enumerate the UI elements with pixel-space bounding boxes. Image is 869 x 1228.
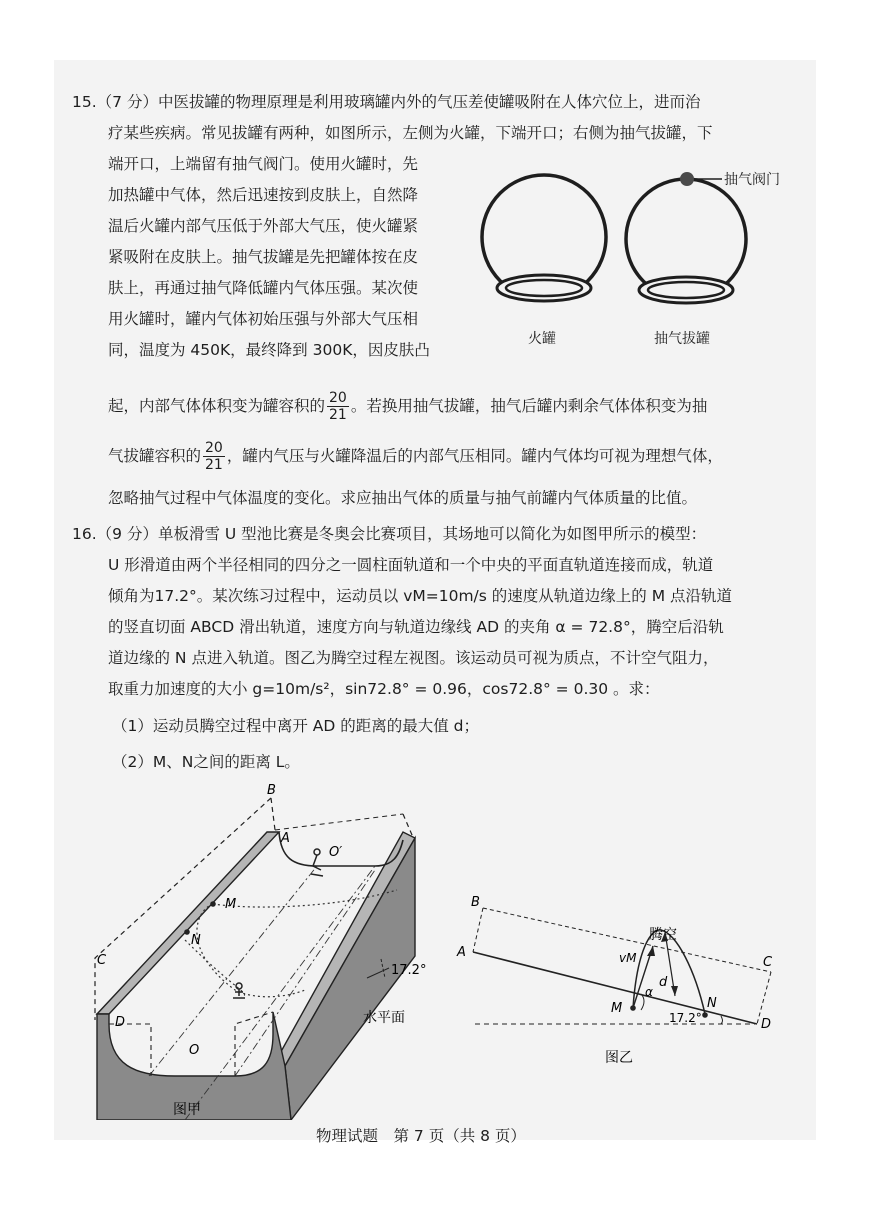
valve-label: 抽气阀门 (724, 172, 780, 188)
suction-cup-label: 抽气拔罐 (654, 331, 710, 347)
fig-b-label-alpha: α (645, 985, 653, 999)
fig-b-label-n: N (707, 996, 717, 1011)
q16-line-2: U 形滑道由两个半径相同的四分之一圆柱面轨道和一个中央的平面直轨道连接而成，轨道 (108, 556, 714, 574)
q15-side-line-3: 温后火罐内部气压低于外部大气压，使火罐紧 (108, 217, 419, 235)
fire-cup-drawing (482, 175, 606, 301)
fire-cup-label: 火罐 (528, 331, 556, 347)
fraction-denominator: 21 (329, 407, 347, 423)
fig-a-label-o-prime: O′ (329, 845, 343, 860)
fig-a-horizontal-plane: 水平面 (363, 1010, 405, 1026)
fig-b-angle: 17.2° (669, 1011, 702, 1025)
point-m-dot (210, 901, 216, 907)
fig-a-caption: 图甲 (173, 1102, 201, 1118)
q15-line-11 (108, 434, 723, 478)
suction-cup-drawing (626, 172, 746, 303)
fraction-numerator: 20 (329, 390, 347, 406)
fig-b-label-velocity: vM (619, 951, 637, 965)
q15-line-2: 疗某些疾病。常见拔罐有两种，如图所示，左侧为火罐，下端开口；右侧为抽气拔罐，下 (108, 124, 713, 142)
cupping-figure (478, 160, 798, 355)
fig-b-caption: 图乙 (605, 1050, 633, 1066)
fig-a-label-d: D (115, 1015, 126, 1030)
q15-line-11-b: ，罐内气压与火罐降温后的内部气压相同。罐内气体均可视为理想气体， (226, 447, 723, 465)
q16-sub-1: （1）运动员腾空过程中离开 AD 的距离的最大值 d； (112, 717, 480, 735)
q16-line-5: 道边缘的 N 点进入轨道。图乙为腾空过程左视图。该运动员可视为质点，不计空气阻力， (108, 649, 719, 667)
q15-side-line-7: 同，温度为 450K，最终降到 300K，因皮肤凸 (108, 341, 430, 359)
q16-sub-2: （2）M、N之间的距离 L。 (112, 753, 300, 771)
q15-side-line-2: 加热罐中气体，然后迅速按到皮肤上，自然降 (108, 186, 419, 204)
page-footer: 物理试题 第 7 页（共 8 页） (316, 1127, 526, 1145)
flight-side-view-figure (455, 890, 795, 1075)
q16-line-3: 倾角为17.2°。某次练习过程中，运动员以 vM=10m/s 的速度从轨道边缘上的 M 点沿轨道 (108, 587, 732, 605)
q15-side-line-5: 肤上，再通过抽气降低罐内气体压强。某次使 (108, 279, 419, 297)
fraction-20-21 (327, 390, 349, 423)
fraction-20-21-b (203, 440, 225, 473)
q15-side-line-6: 用火罐时，罐内气体初始压强与外部大气压相 (108, 310, 419, 328)
point-n-dot (184, 929, 190, 935)
fig-b-label-m: M (611, 1001, 623, 1016)
fig-b-point-m (630, 1005, 636, 1011)
fraction-denominator: 21 (205, 457, 223, 473)
fig-a-label-o: O (189, 1043, 200, 1058)
q15-line-10 (108, 384, 707, 428)
fig-b-label-b: B (471, 895, 480, 910)
fig-b-label-air: 腾空 (649, 927, 677, 943)
fig-b-point-n (702, 1012, 708, 1018)
fig-b-label-a: A (457, 945, 466, 960)
q16-line-1: 16.（9 分）单板滑雪 U 型池比赛是冬奥会比赛项目，其场地可以简化为如图甲所示的模型： (72, 525, 707, 543)
halfpipe-figure (85, 780, 445, 1120)
q15-line-10-a: 起，内部气体体积变为罐容积的 (108, 397, 326, 415)
fig-a-label-n: N (191, 933, 201, 948)
fig-b-label-d: D (761, 1017, 772, 1032)
fig-a-label-a: A (281, 831, 290, 846)
fig-a-label-b: B (267, 783, 276, 798)
q15-line-1: 15.（7 分）中医拔罐的物理原理是利用玻璃罐内外的气压差使罐吸附在人体穴位上，进而治 (72, 93, 701, 111)
q15-line-11-a: 气拔罐容积的 (108, 447, 202, 465)
fig-a-angle: 17.2° (391, 963, 427, 978)
fig-a-label-c: C (97, 953, 107, 968)
fraction-numerator: 20 (205, 440, 223, 456)
q15-line-12: 忽略抽气过程中气体温度的变化。求应抽出气体的质量与抽气前罐内气体质量的比值。 (108, 489, 698, 507)
skier-icon (233, 849, 323, 998)
valve-knob (680, 172, 694, 186)
fig-a-label-m: M (225, 897, 237, 912)
q16-line-6: 取重力加速度的大小 g=10m/s²，sin72.8° = 0.96，cos72.8° = 0.30 。求： (108, 680, 660, 698)
q15-side-line-1: 端开口，上端留有抽气阀门。使用火罐时，先 (108, 155, 419, 173)
q16-line-4: 的竖直切面 ABCD 滑出轨道，速度方向与轨道边缘线 AD 的夹角 α = 72.8°，腾空后沿轨 (108, 618, 724, 636)
q15-side-line-4: 紧吸附在皮肤上。抽气拔罐是先把罐体按在皮 (108, 248, 419, 266)
fig-b-label-d-distance: d (659, 975, 668, 990)
fig-b-label-c: C (763, 955, 773, 970)
q15-line-10-b: 。若换用抽气拔罐，抽气后罐内剩余气体体积变为抽 (350, 397, 708, 415)
